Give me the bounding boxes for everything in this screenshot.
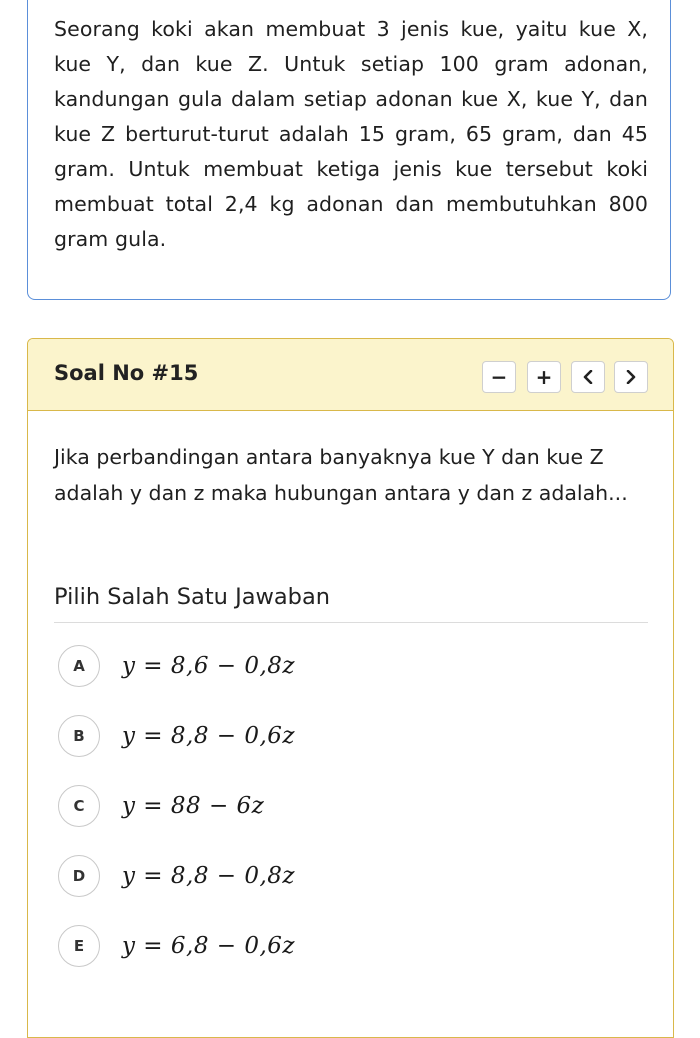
option-d[interactable] bbox=[58, 853, 618, 899]
stimulus-text: Seorang koki akan membuat 3 jenis kue, yaitu kue X, kue Y, dan kue Z. Untuk setiap 100 gram adonan, kandungan gula dalam setiap adonan kue X, kue Y, dan kue Z berturut-turut adalah 15 gram, 65 gram, dan 45 gram. Untuk membuat ketiga jenis kue tersebut koki membuat total 2,4 kg adonan dan membutuhkan 800 gram gula. bbox=[54, 17, 648, 251]
option-text: y = 8,8 − 0,8z bbox=[122, 863, 296, 889]
option-c[interactable] bbox=[58, 783, 618, 829]
answer-instruction: Pilih Salah Satu Jawaban bbox=[54, 584, 331, 610]
question-header bbox=[28, 339, 673, 411]
option-text: y = 88 − 6z bbox=[122, 793, 265, 819]
option-b[interactable] bbox=[58, 713, 618, 759]
stimulus-box bbox=[27, 0, 671, 300]
chevron-right-icon bbox=[625, 370, 637, 384]
option-e[interactable] bbox=[58, 923, 618, 969]
option-letter: B bbox=[58, 715, 100, 757]
question-card bbox=[27, 338, 674, 1038]
decrease-font-button[interactable] bbox=[482, 361, 516, 393]
option-text: y = 8,8 − 0,6z bbox=[122, 723, 296, 749]
option-text: y = 8,6 − 0,8z bbox=[122, 653, 296, 679]
option-letter: D bbox=[58, 855, 100, 897]
minus-icon: − bbox=[490, 365, 508, 389]
option-letter: E bbox=[58, 925, 100, 967]
plus-icon: + bbox=[535, 365, 553, 389]
option-letter: A bbox=[58, 645, 100, 687]
option-letter: C bbox=[58, 785, 100, 827]
previous-question-button[interactable] bbox=[571, 361, 605, 393]
divider bbox=[54, 622, 648, 623]
chevron-left-icon bbox=[582, 370, 594, 384]
question-title: Soal No #15 bbox=[54, 361, 199, 385]
next-question-button[interactable] bbox=[614, 361, 648, 393]
option-text: y = 6,8 − 0,6z bbox=[122, 933, 296, 959]
question-text: Jika perbandingan antara banyaknya kue Y dan kue Z adalah y dan z maka hubungan antara y dan z adalah... bbox=[54, 445, 628, 505]
option-a[interactable] bbox=[58, 643, 618, 689]
increase-font-button[interactable] bbox=[527, 361, 561, 393]
